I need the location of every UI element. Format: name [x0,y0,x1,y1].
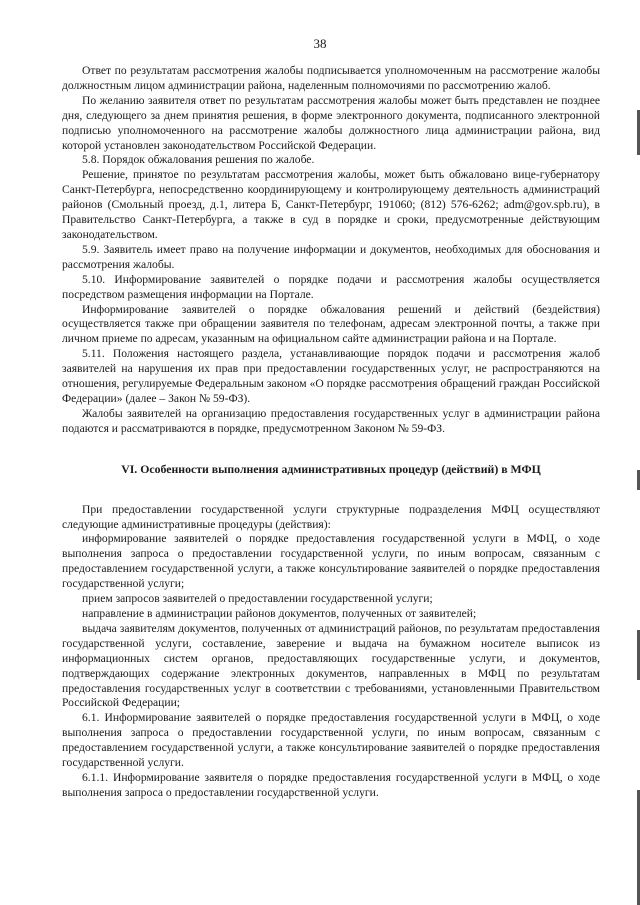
page-number: 38 [313,36,327,51]
paragraph-response-signing: Ответ по результатам рассмотрения жалобы подписывается уполномоченным на рассмотрение жалобы должностным лицом администрации района, наделенным полномочиями по рассмотрению жалоб. [62,64,600,92]
paragraph-5-8: 5.8. Порядок обжалования решения по жалобе. [82,153,315,167]
paragraph-appeal-decision: Решение, принятое по результатам рассмотрения жалобы, может быть обжаловано вице-губернатору Санкт-Петербурга, непосредственно координирующему и контролирующему деятельность администраций районов (Смольный проезд, д.1, литера Б, Санкт-Петербург, 191060; (812) 576-6262; adm@gov.spb.ru), в Правительство Санкт-Петербурга, а также в суд в порядке и сроки, предусмотренные действующим законодательством. [62,168,600,241]
paragraph-appeal-info: Информирование заявителей о порядке обжалования решений и действий (бездействия) осуществляется также при обращении заявителя по телефонам, адресам электронной почты, а также при личном приеме по адресам, указанным на официальном сайте администрации района и на Портале. [62,302,600,346]
list-item-informing: информирование заявителей о порядке предоставления государственной услуги в МФЦ, о ходе выполнения запроса о предоставлении государственной услуги, по иным вопросам, связанным с предоставлением государственной услуги, а также консультирование заявителей о порядке предоставления государственной услуги; [62,532,600,591]
section-heading: VI. Особенности выполнения административных процедур (действий) в МФЦ [121,461,541,476]
paragraph-5-10: 5.10. Информирование заявителей о порядке подачи и рассмотрения жалобы осуществляется посредством размещения информации на Портале. [62,272,600,301]
paragraph-6-1: 6.1. Информирование заявителей о порядке предоставления государственной услуги в МФЦ, о ходе выполнения запроса о предоставлении государственной услуги, по иным вопросам, связанным с предоставлением государственной услуги, а также консультирование заявителей о порядке предоставления государственной услуги. [62,711,600,770]
list-item-issuing: выдача заявителям документов, полученных от администраций районов, по результатам предоставления государственной услуги, составление, заверение и выдача на бумажном носителе выписок из информационных систем органов, предоставляющих государственные услуги, и документов, подтверждающих содержание электронных документов, направленных в МФЦ по результатам предоставления государственных услуг в соответствии с требованиями, установленными Правительством Российской Федерации; [62,621,600,710]
paragraph-electronic-response: По желанию заявителя ответ по результатам рассмотрения жалобы может быть представлен не позднее дня, следующего за днем принятия решения, в форме электронного документа, подписанного электронной подписью уполномоченного на рассмотрение жалобы должностного лица администрации района, вид которой установлен законодательством Российской Федерации. [62,93,600,152]
paragraph-5-11: 5.11. Положения настоящего раздела, устанавливающие порядок подачи и рассмотрения жалоб заявителей на нарушения их прав при предоставлении государственных услуг, не распространяются на отношения, регулируемые Федеральным законом «О порядке рассмотрения обращений граждан Российской Федерации» (далее – Закон № 59-ФЗ). [62,347,600,405]
list-item-forwarding: направление в администрации районов документов, полученных от заявителей; [82,607,477,620]
list-item-reception: прием запросов заявителей о предоставлении государственной услуги; [82,592,433,606]
paragraph-complaints-law: Жалобы заявителей на организацию предоставления государственных услуг в администрации района подаются и рассматриваются в порядке, предусмотренном Законом № 59-ФЗ. [62,406,600,435]
paragraph-5-9: 5.9. Заявитель имеет право на получение информации и документов, необходимых для обоснования и рассмотрения жалобы. [62,242,600,271]
paragraph-mfc-procedures: При предоставлении государственной услуги структурные подразделения МФЦ осуществляют следующие административные процедуры (действия): [62,502,600,531]
document-body [62,64,600,801]
paragraph-6-1-1: 6.1.1. Информирование заявителя о порядке предоставления государственной услуги в МФЦ, о ходе выполнения запроса о предоставлении государственной услуги. [62,770,600,799]
